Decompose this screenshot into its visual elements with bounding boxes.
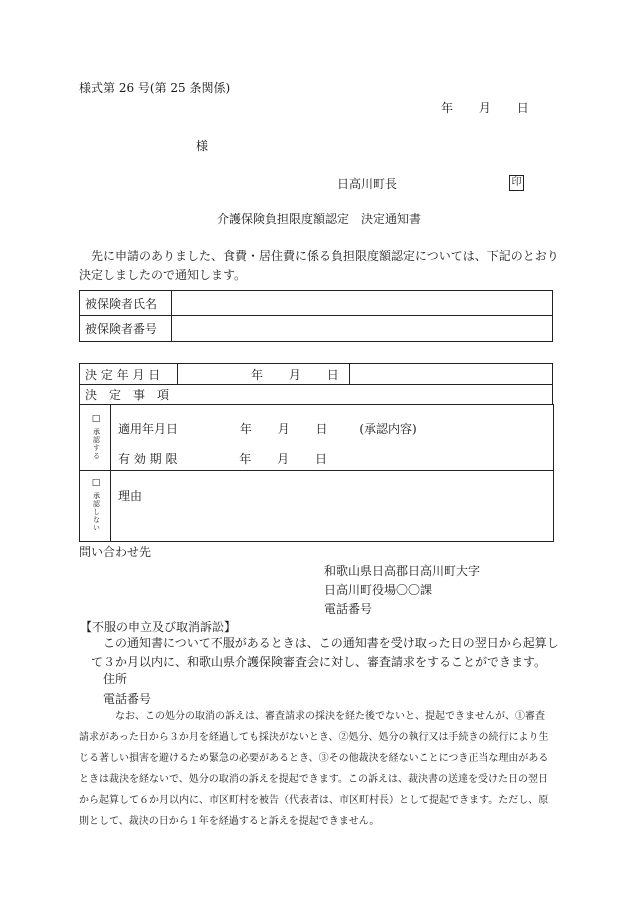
decision-date-extra [350,364,553,385]
appeal-address-label: 住所 [103,672,128,686]
intro-line-2: 決定しましたので通知します。 [79,268,247,282]
contact-heading: 問い合わせ先 [79,545,152,559]
decision-date-value[interactable] [178,364,350,385]
lawsuit-note [79,706,549,832]
decision-day: 日 [326,367,339,382]
applied-date-row [118,420,417,437]
decision-year: 年 [251,367,264,382]
note-line-4: ときは裁決を経ないで、処分の取消の訴えを提起できます。この訴えは、裁決書の送達を受けた日の翌日 [79,774,548,785]
appeal-line-2: て３か月以内に、和歌山県介護保険審査会に対し、審査請求をすることができます。 [91,655,547,669]
appeal-line-1: この通知書について不服があるときは、この通知書を受け取った日の翌日から起算し [103,636,559,650]
approve-label: 承認する [92,428,101,460]
validity-year[interactable]: 年 [239,452,252,466]
approve-checkbox[interactable]: □ [91,414,101,424]
date-year: 年 [441,101,454,115]
applied-date-label: 適用年月日 [118,422,179,436]
note-line-5: から起算して６か月以内に、市区町村を被告（代表者は、市区町村長）として提起できます。ただし、原 [79,795,549,806]
seal-mark: 印 [509,175,524,191]
option-column-divider [110,404,111,541]
appeal-heading: 【不服の申立及び取消訴訟】 [80,620,237,634]
applied-month[interactable]: 月 [277,422,290,436]
validity-row [118,450,327,467]
approve-option[interactable] [87,414,105,460]
decision-date-label: 決 定 年 月 日 [80,364,178,385]
note-line-2: 請求があった日から３か月を経過しても採決がないとき、②処分、処分の執行又は手続きの続行により生 [79,732,549,743]
contact-office: 日高川町役場〇〇課 [324,583,433,597]
form-number: 様式第 26 号(第 25 条関係) [79,81,231,95]
intro-line-1: 先に申請のありました、食費・居住費に係る負担限度額認定については、下記のとおり [91,249,559,263]
header-date [441,99,529,116]
addressee-suffix: 様 [196,139,209,153]
date-day: 日 [516,101,529,115]
decision-options-frame [79,404,554,542]
note-line-3: じる著しい損害を避けるため緊急の必要があるとき、③その他裁決を経ないことにつき正当な理由がある [79,753,549,764]
deny-label: 承認しない [92,492,101,532]
appeal-paragraph [91,634,559,672]
contact-phone: 電話番号 [324,602,373,616]
approval-content-label: (承認内容) [359,422,417,436]
applied-year[interactable]: 年 [239,422,252,436]
insured-number-value[interactable] [172,316,553,342]
note-line-6: 則として、裁決の日から１年を経過すると訴えを提起できません。 [79,816,380,827]
appeal-phone-label: 電話番号 [103,692,152,706]
insured-name-label: 被保険者氏名 [80,291,172,316]
decision-table [79,363,553,405]
insured-table [79,290,553,342]
option-row-divider [80,470,553,471]
date-month: 月 [478,101,491,115]
issuer-name: 日高川町長 [337,177,398,191]
note-line-1: なお、この処分の取消の訴えは、審査請求の採決を経た後でないと、提起できませんが、①審査 [115,711,545,722]
validity-month[interactable]: 月 [277,452,290,466]
deny-option[interactable] [87,478,105,532]
deny-reason-label: 理由 [118,489,143,503]
document-title: 介護保険負担限度額認定 決定通知書 [217,212,422,226]
deny-checkbox[interactable]: □ [91,478,101,488]
validity-day[interactable]: 日 [314,452,327,466]
validity-label: 有 効 期 限 [118,452,178,466]
insured-number-label: 被保険者番号 [80,316,172,342]
insured-name-value[interactable] [172,291,553,316]
intro-paragraph [79,247,559,285]
contact-address: 和歌山県日高郡日高川町大字 [324,564,481,578]
applied-day[interactable]: 日 [315,422,328,436]
decision-month: 月 [288,367,301,382]
decision-matters-label: 決 定 事 項 [80,385,553,405]
